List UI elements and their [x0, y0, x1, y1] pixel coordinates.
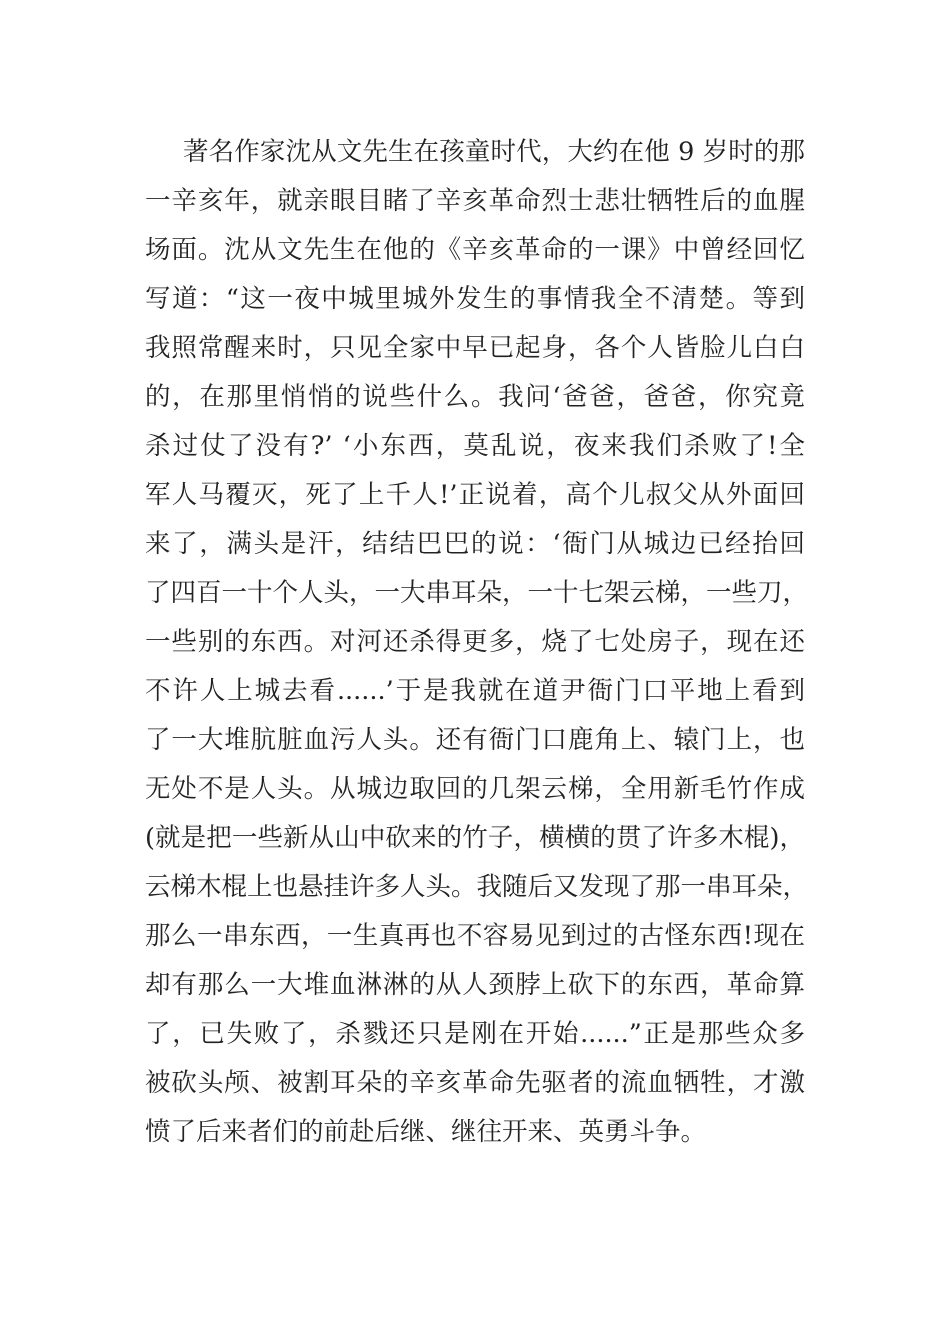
paragraph-line: 那么一串东西，一生真再也不容易见到过的古怪东西!现在 — [145, 921, 805, 951]
paragraph-line: 被砍头颅、被割耳朵的辛亥革命先驱者的流血牺牲，才激 — [145, 1068, 805, 1098]
paragraph-line: 云梯木棍上也悬挂许多人头。我随后又发现了那一串耳朵， — [145, 872, 809, 902]
paragraph-line: 了四百一十个人头，一大串耳朵，一十七架云梯，一些刀， — [145, 578, 809, 608]
paragraph-line: 著名作家沈从文先生在孩童时代，大约在他 9 岁时的那 — [183, 137, 805, 167]
paragraph-line: 不许人上城去看......’于是我就在道尹衙门口平地上看到 — [145, 676, 805, 706]
paragraph-line: 写道：“这一夜中城里城外发生的事情我全不清楚。等到 — [145, 284, 805, 314]
paragraph-line: 一辛亥年，就亲眼目睹了辛亥革命烈士悲壮牺牲后的血腥 — [145, 186, 805, 216]
paragraph-line: 了，已失败了，杀戮还只是刚在开始......”正是那些众多 — [145, 1019, 805, 1049]
paragraph-line: 我照常醒来时，只见全家中早已起身，各个人皆脸儿白白 — [145, 333, 805, 363]
paragraph-line: 无处不是人头。从城边取回的几架云梯，全用新毛竹作成 — [145, 774, 805, 804]
paragraph-line: 场面。沈从文先生在他的《辛亥革命的一课》中曾经回忆 — [145, 235, 805, 265]
paragraph-line: 愤了后来者们的前赴后继、继往开来、英勇斗争。 — [145, 1117, 707, 1147]
paragraph-line: 来了，满头是汗，结结巴巴的说：‘衙门从城边已经抬回 — [145, 529, 805, 559]
paragraph-line: 的，在那里悄悄的说些什么。我问‘爸爸，爸爸，你究竟 — [145, 382, 805, 412]
paragraph-line: 军人马覆灭，死了上千人!’正说着，高个儿叔父从外面回 — [145, 480, 805, 510]
paragraph-line: 了一大堆肮脏血污人头。还有衙门口鹿角上、辕门上，也 — [145, 725, 805, 755]
paragraph-line: (就是把一些新从山中砍来的竹子，横横的贯了许多木棍)， — [145, 823, 805, 853]
paragraph-line: 杀过仗了没有?’ ‘小东西，莫乱说，夜来我们杀败了!全 — [145, 431, 805, 461]
body-paragraph — [145, 128, 809, 1157]
paragraph-line: 却有那么一大堆血淋淋的从人颈脖上砍下的东西，革命算 — [145, 970, 805, 1000]
paragraph-line: 一些别的东西。对河还杀得更多，烧了七处房子，现在还 — [145, 627, 805, 657]
